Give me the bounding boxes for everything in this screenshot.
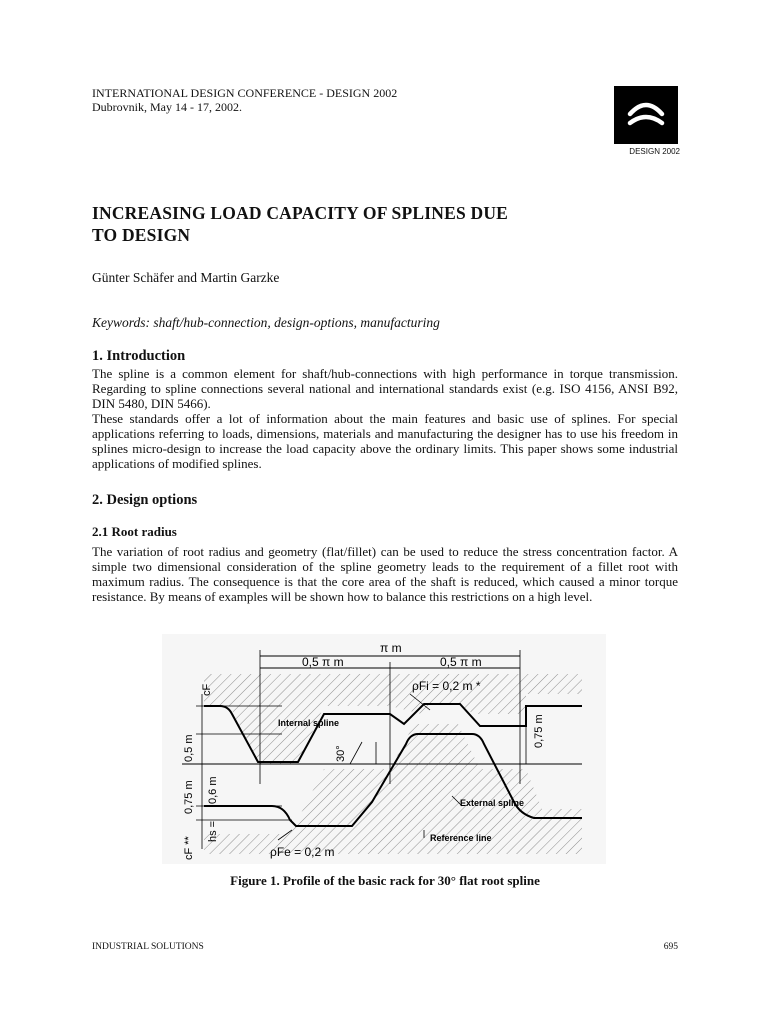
label-dim-075m-left: 0,75 m [183, 780, 195, 814]
authors: Günter Schäfer and Martin Garzke [92, 270, 280, 285]
conference-location: Dubrovnik, May 14 - 17, 2002. [92, 100, 242, 114]
label-cf: cF [201, 683, 213, 696]
page-number: 695 [663, 942, 678, 952]
label-cf-star: cF ** [183, 836, 195, 860]
section-heading-introduction: 1. Introduction [92, 348, 186, 364]
conference-name: INTERNATIONAL DESIGN CONFERENCE - DESIGN 2002 [92, 86, 398, 100]
introduction-body [92, 366, 678, 471]
spline-profile-diagram [162, 634, 606, 864]
intro-paragraph-1: The spline is a common element for shaft/hub-connections with high performance in torque transmission. Regarding to spline connections several national and international standards exist (e.g. ISO 4156, ANSI B92, DIN 5480, DIN 5466). [92, 366, 678, 411]
section-heading-design-options: 2. Design options [92, 492, 198, 508]
intro-paragraph-2: These standards offer a lot of information about the main features and basic use of splines. For special applications referring to loads, dimensions, materials and manufacturing the designer has to use his freedom in splines micro-design to increase the load capacity above the ordinary limits. This paper shows some industrial applications of modified splines. [92, 411, 678, 471]
label-pi-m: π m [380, 641, 402, 655]
label-half-pi-m-right: 0,5 π m [440, 655, 482, 669]
figure-caption: Figure 1. Profile of the basic rack for 30° flat root spline [230, 873, 540, 888]
label-dim-hs: hs = [207, 820, 219, 842]
label-external-spline: External spline [460, 798, 525, 808]
label-rho-fe: ρFe = 0,2 m [270, 845, 335, 859]
title-line-1: INCREASING LOAD CAPACITY OF SPLINES DUE [92, 203, 509, 223]
spline-profile-figure [162, 634, 606, 864]
conference-header [92, 86, 397, 114]
title-line-2: TO DESIGN [92, 225, 191, 245]
label-half-pi-m-left: 0,5 π m [302, 655, 344, 669]
arch-logo-icon [614, 86, 678, 144]
root-radius-paragraph: The variation of root radius and geometry (flat/fillet) can be used to reduce the stress concentration factor. A simple two dimensional consideration of the spline geometry leads to the requirement of a fillet root with maximum radius. The consequence is that the core area of the shaft is reduced, which caused a minor torque resistance. By means of examples will be shown how to balance this restrictions on a high level. [92, 544, 678, 604]
paper-title [92, 202, 652, 246]
label-dim-06m: 0,6 m [207, 776, 219, 804]
label-dim-075m-right: 0,75 m [533, 714, 545, 748]
label-reference-line: Reference line [430, 833, 492, 843]
design-logo [614, 86, 678, 144]
label-dim-05m: 0,5 m [183, 734, 195, 762]
keywords: Keywords: shaft/hub-connection, design-options, manufacturing [92, 315, 440, 330]
label-rho-fi: ρFi = 0,2 m * [412, 679, 481, 693]
subsection-heading-root-radius: 2.1 Root radius [92, 524, 177, 539]
root-radius-body [92, 544, 678, 604]
label-internal-spline: Internal spline [278, 718, 340, 728]
label-angle: 30° [335, 745, 347, 762]
logo-caption: DESIGN 2002 [629, 147, 680, 156]
footer-section-name: INDUSTRIAL SOLUTIONS [92, 942, 204, 952]
